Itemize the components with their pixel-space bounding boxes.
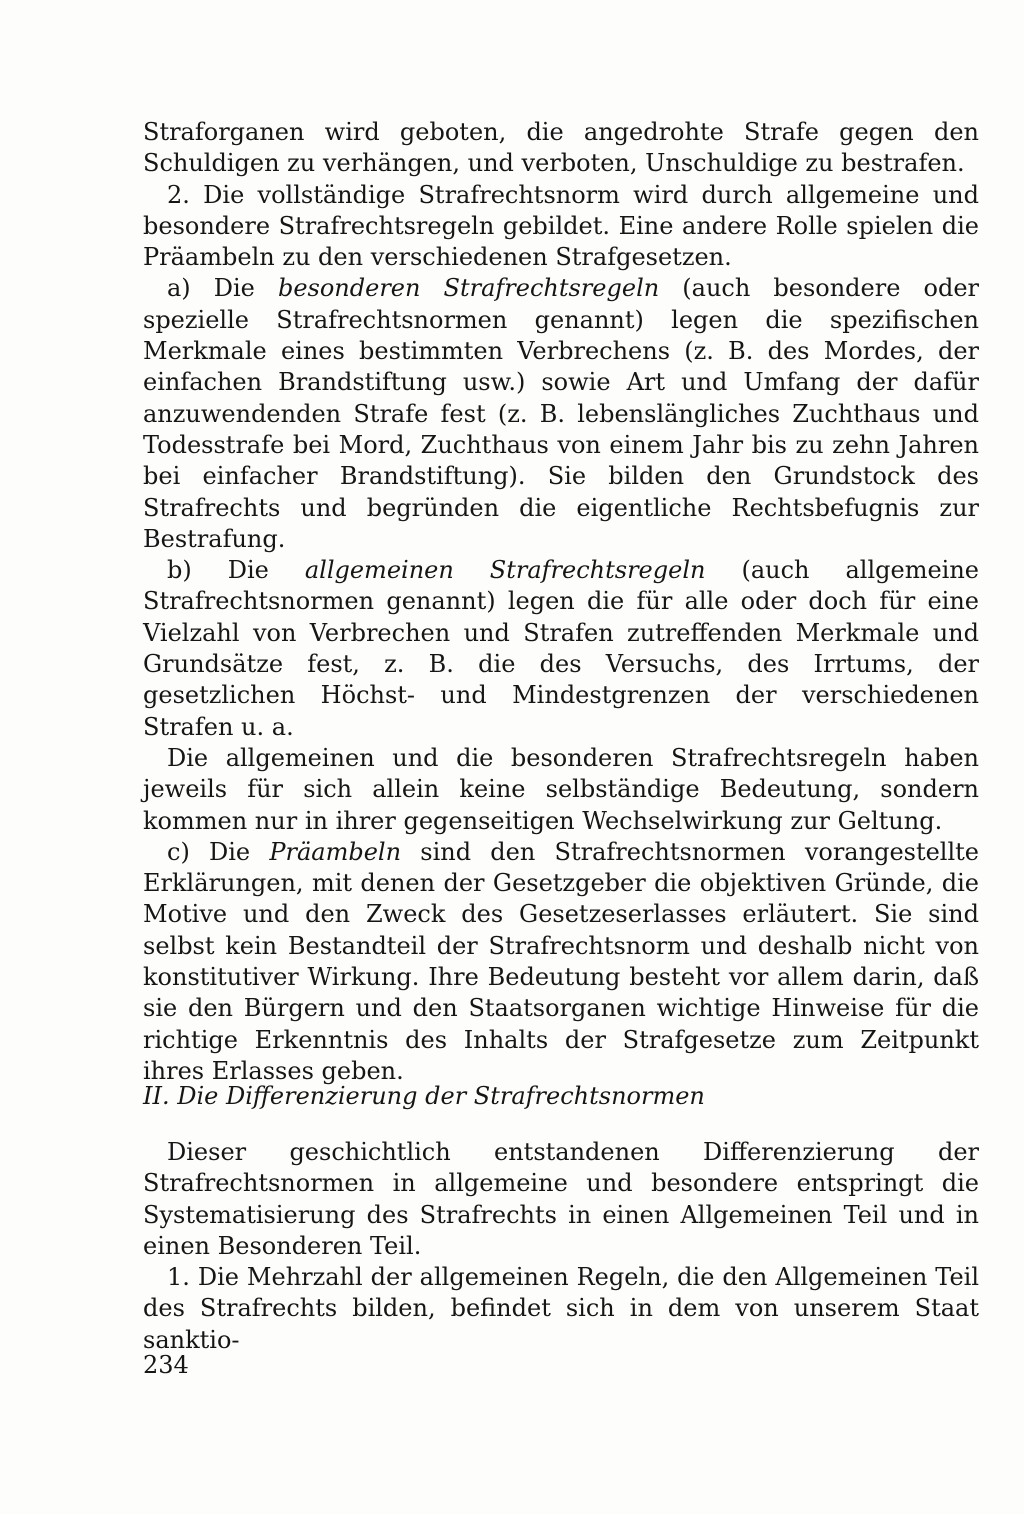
paragraph-2c-term: Präambeln: [269, 837, 402, 866]
paragraph-2b: [143, 555, 979, 743]
section-paragraph-intro: Dieser geschichtlich entstandenen Differenzierung der Strafrechtsnormen in allgemeine und besondere entspringt die Systematisierung des Strafrechts in einen Allgemeinen Teil und in einen Besonderen Teil.: [143, 1138, 979, 1260]
page-number: 234: [143, 1351, 189, 1379]
section-heading: II. Die Differenzierung der Strafrechtsnormen: [143, 1082, 705, 1110]
paragraph-2b-prefix: b) Die: [167, 556, 305, 585]
paragraph-2c-prefix: c) Die: [167, 837, 270, 866]
paragraph-continuation: Straforganen wird geboten, die angedrohte Strafe gegen den Schuldigen zu verhängen, und verboten, Unschuldige zu bestrafen.: [143, 118, 979, 178]
paragraph-2b-text: (auch allgemeine Strafrechtsnormen genannt) legen die für alle oder doch für eine Vielzahl von Verbrechen und Strafen zutreffenden Merkmale und Grundsätze fest, z. B. die des Versuchs, des Irrtums, der gesetzlichen Höchst- und Mindestgrenzen der verschiedenen Strafen u. a.: [143, 556, 979, 741]
paragraph-2a-prefix: a) Die: [167, 274, 278, 303]
paragraph-2c: [143, 837, 979, 1087]
paragraph-2a-text: (auch besondere oder spezielle Strafrechtsnormen genannt) legen die spezifischen Merkmale eines bestimmten Verbrechens (z. B. des Mordes, der einfachen Brandstiftung usw.) sowie Art und Umfang der dafür anzuwendenden Strafe fest (z. B. lebenslängliches Zuchthaus und Todesstrafe bei Mord, Zuchthaus von einem Jahr bis zu zehn Jahren bei einfacher Brandstiftung). Sie bilden den Grundstock des Strafrechts und begründen die eigentliche Rechtsbefugnis zur Bestrafung.: [143, 274, 979, 553]
section-paragraph-1: 1. Die Mehrzahl der allgemeinen Regeln, die den Allgemeinen Teil des Strafrechts bilden, befindet sich in dem von unserem Staat sanktio-: [143, 1263, 979, 1354]
paragraph-2b-term: allgemeinen Strafrechtsregeln: [304, 556, 706, 585]
paragraph-2: 2. Die vollständige Strafrechtsnorm wird durch allgemeine und besondere Strafrechtsregeln gebildet. Eine andere Rolle spielen die Präambeln zu den verschiedenen Strafgesetzen.: [143, 180, 979, 272]
paragraph-2a-term: besonderen Strafrechtsregeln: [277, 274, 660, 303]
body-text-lower: [143, 1137, 979, 1356]
paragraph-interaction: Die allgemeinen und die besonderen Strafrechtsregeln haben jeweils für sich allein keine selbständige Bedeutung, sondern kommen nur in ihrer gegenseitigen Wechselwirkung zur Geltung.: [143, 743, 979, 835]
body-text-upper: [143, 117, 979, 1087]
paragraph-2c-text: sind den Strafrechtsnormen vorangestellte Erklärungen, mit denen der Gesetzgeber die objektiven Gründe, die Motive und den Zweck des Gesetzeserlasses erläutert. Sie sind selbst kein Bestandteil der Strafrechtsnorm und deshalb nicht von konstitutiver Wirkung. Ihre Bedeutung besteht vor allem darin, daß sie den Bürgern und den Staatsorganen wichtige Hinweise für die richtige Erkenntnis des Inhalts der Strafgesetze zum Zeitpunkt ihres Erlasses geben.: [143, 837, 980, 1085]
paragraph-2a: [143, 273, 979, 555]
